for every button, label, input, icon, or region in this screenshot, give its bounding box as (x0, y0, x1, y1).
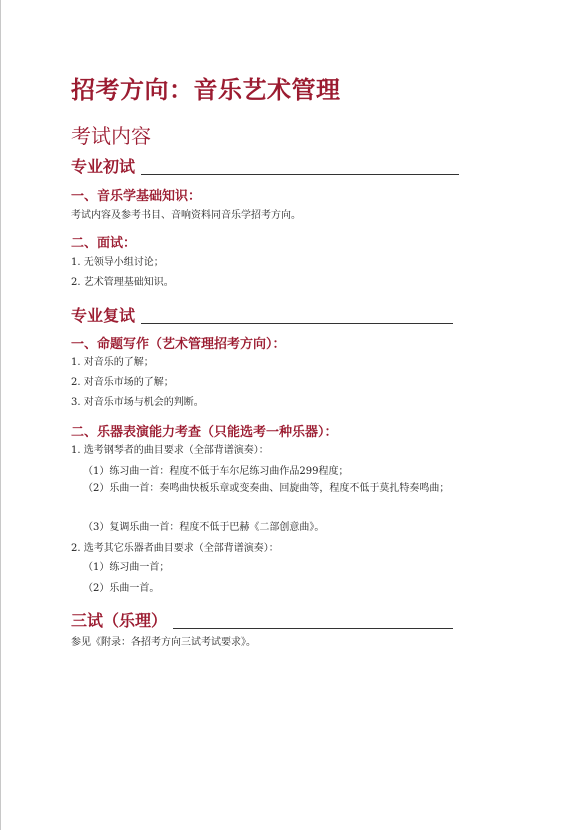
heading-rule (141, 174, 459, 175)
prelim-part1-title: 一、音乐学基础知识： (71, 189, 202, 204)
list-item: （3）复调乐曲一首：程度不低于巴赫《二部创意曲》。 (83, 522, 325, 533)
prelim-heading-label: 专业初试 (71, 157, 136, 176)
prelim-heading (71, 154, 459, 177)
prelim-part2-title: 二、面试： (71, 236, 137, 251)
list-item: 2. 艺术管理基础知识。 (71, 277, 174, 288)
second-heading-label: 专业复试 (71, 306, 136, 325)
list-item: 3. 对音乐市场与机会的判断。 (71, 397, 204, 408)
third-heading-label: 三试（乐理） (71, 611, 168, 630)
list-item: 1. 对音乐的了解； (71, 357, 154, 368)
list-item: （2）乐曲一首。 (83, 583, 160, 594)
second-part2-title: 二、乐器表演能力考查（只能选考一种乐器）： (71, 425, 338, 440)
section-title: 考试内容 (71, 124, 151, 148)
piano-intro: 1. 选考钢琴者的曲目要求（全部背谱演奏）： (71, 445, 269, 456)
prelim-part1-text: 考试内容及参考书目、音响资料同音乐学招考方向。 (71, 210, 301, 221)
heading-rule (141, 323, 453, 324)
second-part1-title: 一、命题写作（艺术管理招考方向）： (71, 337, 286, 352)
list-item: （2）乐曲一首：奏鸣曲快板乐章或变奏曲、回旋曲等，程度不低于莫扎特奏鸣曲； (83, 483, 450, 494)
third-text: 参见《附录：各招考方向三试考试要求》。 (71, 637, 256, 648)
third-heading (71, 608, 453, 631)
other-intro: 2. 选考其它乐器者曲目要求（全部背谱演奏）： (71, 543, 279, 554)
heading-rule (173, 628, 453, 629)
list-item: 2. 对音乐市场的了解； (71, 377, 174, 388)
list-item: （1）练习曲一首：程度不低于车尔尼练习曲作品299程度； (83, 466, 349, 477)
list-item: （1）练习曲一首； (83, 562, 170, 573)
page-title: 招考方向：音乐艺术管理 (71, 76, 341, 104)
list-item: 1. 无领导小组讨论； (71, 257, 164, 268)
second-heading (71, 303, 453, 326)
